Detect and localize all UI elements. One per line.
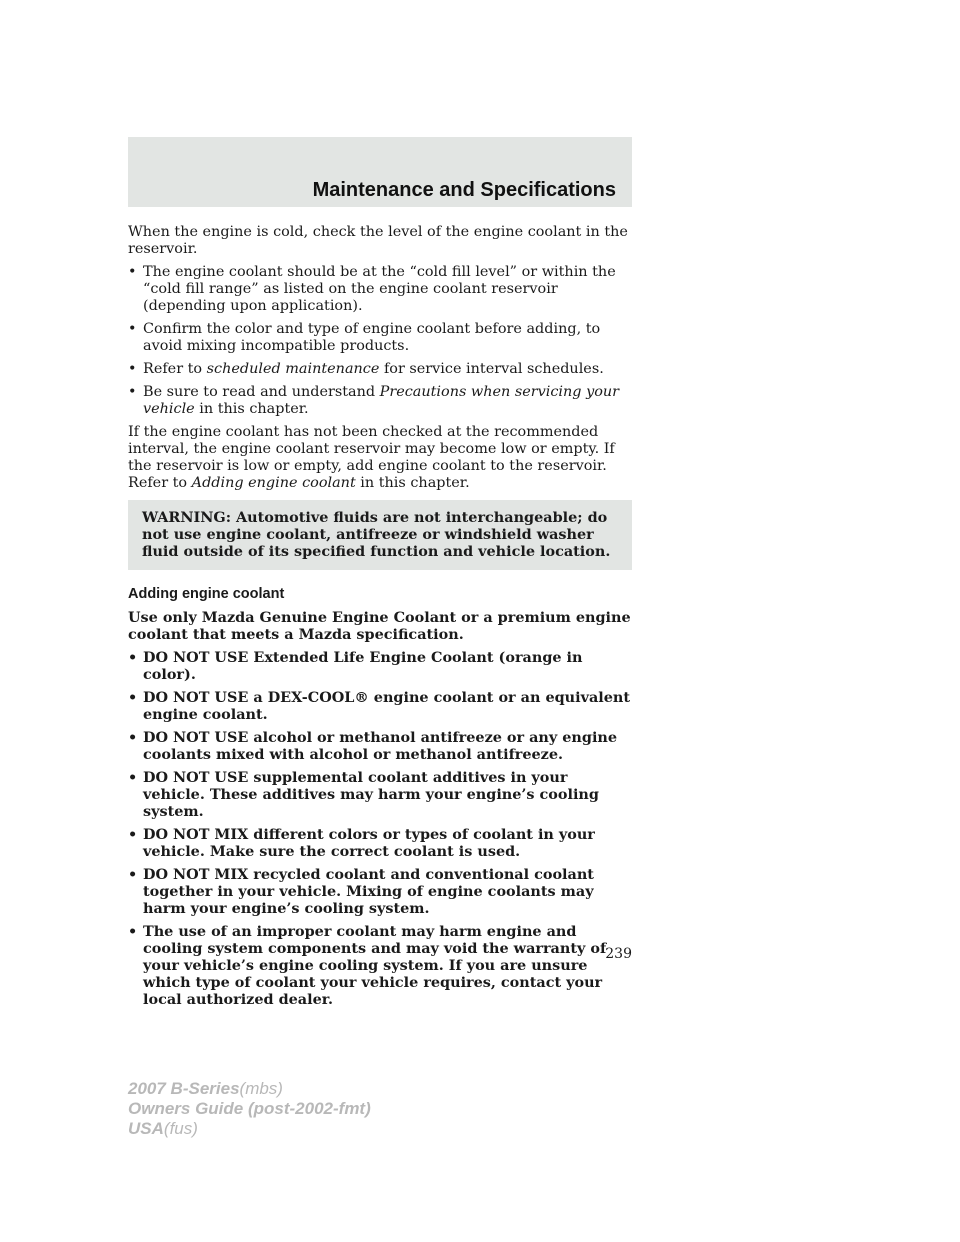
bullet-icon: • [128, 826, 138, 843]
bullet-icon: • [128, 384, 137, 400]
list-item: • DO NOT MIX recycled coolant and conventional coolant together in your vehicle. Mixing of engine coolants may harm your engine’s cooling system. [128, 866, 594, 917]
footer-line-market: USA(fus) [128, 1119, 198, 1138]
section-header-band [128, 137, 632, 207]
bullet-icon: • [128, 321, 137, 337]
reservoir-paragraph: If the engine coolant has not been checked at the recommended interval, the engine coolant reservoir may become low or empty. If the reservoir is low or empty, add engine coolant to the reservoir. Refer to Adding engine coolant in this chapter. [128, 424, 615, 491]
list-item: • Refer to scheduled maintenance for service interval schedules. [128, 361, 604, 377]
bullet-icon: • [128, 923, 138, 940]
bullet-icon: • [128, 689, 138, 706]
list-item: • The engine coolant should be at the “cold fill level” or within the “cold fill range” as listed on the engine coolant reservoir (depending upon application). [128, 264, 616, 314]
list-item: • Be sure to read and understand Precautions when servicing your vehicle in this chapter. [128, 384, 620, 417]
bullet-icon: • [128, 769, 138, 786]
list-item: • DO NOT USE supplemental coolant additives in your vehicle. These additives may harm your engine’s cooling system. [128, 769, 599, 820]
page-content [128, 224, 632, 1014]
warning-box: WARNING: Automotive fluids are not interchangeable; do not use engine coolant, antifreeze or windshield washer fluid outside of its specified function and vehicle location. [128, 500, 632, 570]
footer-line-guide: Owners Guide (post-2002-fmt) [128, 1099, 371, 1118]
list-item: • DO NOT USE alcohol or methanol antifreeze or any engine coolants mixed with alcohol or methanol antifreeze. [128, 729, 618, 763]
bullet-icon: • [128, 729, 138, 746]
coolant-requirement: Use only Mazda Genuine Engine Coolant or a premium engine coolant that meets a Mazda specification. [128, 609, 631, 643]
list-item: • Confirm the color and type of engine coolant before adding, to avoid mixing incompatible products. [128, 321, 601, 354]
bullet-icon: • [128, 264, 137, 280]
list-item: • DO NOT USE Extended Life Engine Coolant (orange in color). [128, 649, 583, 683]
bullet-icon: • [128, 866, 138, 883]
cross-reference: Adding engine coolant [191, 475, 356, 491]
intro-paragraph: When the engine is cold, check the level of the engine coolant in the reservoir. [128, 224, 628, 257]
list-item: • The use of an improper coolant may harm engine and cooling system components and may void the warranty of your vehicle’s engine cooling system. If you are unsure which type of coolant your vehicle requires, contact your local authorized dealer. [128, 923, 607, 1008]
cross-reference: Precautions when servicing your vehicle [143, 384, 620, 417]
list-item: • DO NOT MIX different colors or types of coolant in your vehicle. Make sure the correct coolant is used. [128, 826, 595, 860]
coolant-warnings-list [128, 649, 632, 1008]
document-footer [128, 1079, 371, 1139]
bullet-icon: • [128, 361, 137, 377]
footer-line-model: 2007 B-Series(mbs) [128, 1079, 283, 1098]
subheading: Adding engine coolant [128, 586, 285, 602]
cross-reference: scheduled maintenance [206, 361, 380, 377]
section-title: Maintenance and Specifications [312, 179, 616, 201]
list-item: • DO NOT USE a DEX-COOL® engine coolant or an equivalent engine coolant. [128, 689, 631, 723]
bullet-icon: • [128, 649, 138, 666]
page-number: 239 [605, 946, 632, 962]
check-level-list [128, 264, 632, 418]
